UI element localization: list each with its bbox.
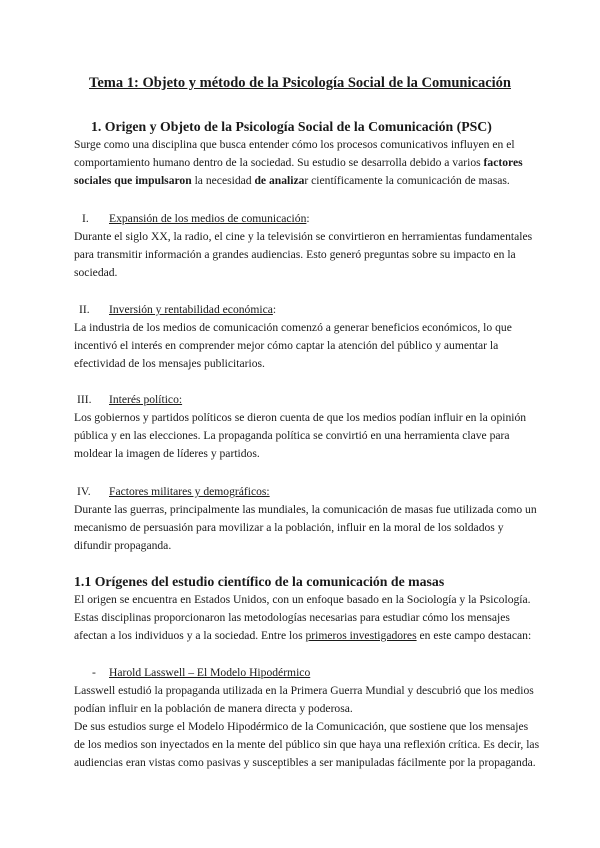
factor-4-numeral: IV. — [77, 485, 91, 498]
factor-1-line: sociedad. — [74, 266, 118, 279]
bullet-line: de los medios son inyectados en la mente del público sin que haya una reflexión crítica. Es decir, las — [74, 738, 540, 751]
section-1-1-line-3: afectan a los individuos y a la sociedad. Entre los primeros investigadores en este campo destacan: — [74, 629, 532, 642]
section-1-1-heading: 1.1 Orígenes del estudio científico de la comunicación de masas — [74, 574, 445, 589]
factor-2-line: La industria de los medios de comunicación comenzó a generar beneficios económicos, lo que — [74, 321, 512, 334]
bullet-marker: - — [92, 666, 96, 679]
intro-line-3: sociales que impulsaron la necesidad de analizar científicamente la comunicación de masas. — [74, 174, 510, 187]
bullet-line: podían influir en la población de manera directa y poderosa. — [74, 702, 353, 715]
factor-1-heading: Expansión de los medios de comunicación: — [109, 212, 310, 225]
factor-2-numeral: II. — [79, 303, 90, 316]
factor-4-line: difundir propaganda. — [74, 539, 172, 552]
factor-2-heading: Inversión y rentabilidad económica: — [109, 303, 277, 316]
factor-1-line: Durante el siglo XX, la radio, el cine y la televisión se convirtieron en herramientas fundamentales — [74, 230, 533, 243]
section-1-1-line-1: El origen se encuentra en Estados Unidos, con un enfoque basado en la Sociología y la Psicología. — [74, 593, 531, 606]
section-1-heading: 1. Origen y Objeto de la Psicología Social de la Comunicación (PSC) — [91, 119, 492, 134]
section-1-1-line-2: Estas disciplinas proporcionaron las metodologías necesarias para estudiar cómo los mensajes — [74, 611, 510, 624]
factor-3-numeral: III. — [77, 393, 92, 406]
factor-2-line: incentivó el interés en comprender mejor cómo captar la atención del público y aumentar la — [74, 339, 499, 352]
factor-3-heading: Interés político: — [109, 393, 183, 406]
factor-3-line: pública y en las elecciones. La propaganda política se convirtió en una herramienta clave para — [74, 429, 510, 442]
factor-3-line: Los gobiernos y partidos políticos se dieron cuenta de que los medios podían influir en la opinión — [74, 411, 527, 424]
bullet-line: De sus estudios surge el Modelo Hipodérmico de la Comunicación, que sostiene que los mensajes — [74, 720, 529, 733]
intro-line-1: Surge como una disciplina que busca entender cómo los procesos comunicativos influyen en el — [74, 138, 515, 151]
factor-4-line: mecanismo de persuasión para movilizar a la población, influir en la moral de los soldados y — [74, 521, 504, 534]
factor-4-line: Durante las guerras, principalmente las mundiales, la comunicación de masas fue utilizada como un — [74, 503, 537, 516]
factor-1-line: para transmitir información a grandes audiencias. Esto generó preguntas sobre su impacto en la — [74, 248, 516, 261]
bullet-heading: Harold Lasswell – El Modelo Hipodérmico — [109, 666, 311, 679]
bullet-line: Lasswell estudió la propaganda utilizada en la Primera Guerra Mundial y descubrió que los medios — [74, 684, 534, 697]
intro-line-2: comportamiento humano dentro de la sociedad. Su estudio se desarrolla debido a varios factores — [74, 156, 523, 169]
factor-3-line: moldear la imagen de líderes y partidos. — [74, 447, 260, 460]
document-title: Tema 1: Objeto y método de la Psicología Social de la Comunicación — [89, 75, 511, 91]
factor-2-line: efectividad de los mensajes publicitarios. — [74, 357, 265, 370]
bullet-line: audiencias eran vistas como pasivas y susceptibles a ser manipuladas fácilmente por la propaganda. — [74, 756, 536, 769]
factor-1-numeral: I. — [82, 212, 89, 225]
factor-4-heading: Factores militares y demográficos: — [109, 485, 270, 498]
